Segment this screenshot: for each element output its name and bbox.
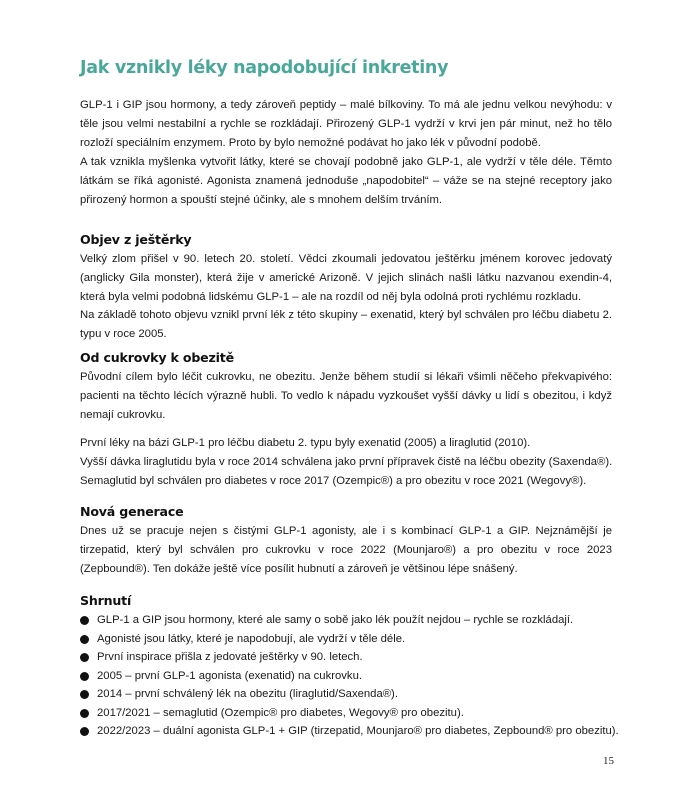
summary-heading: Shrnutí bbox=[80, 593, 132, 608]
section-summary bbox=[80, 592, 619, 741]
section-drug-history bbox=[80, 434, 612, 490]
list-item: 2017/2021 – semaglutid (Ozempic® pro diabetes, Wegovy® pro obezitu). bbox=[80, 704, 612, 723]
list-item: GLP-1 a GIP jsou hormony, které ale samy o sobě jako lék použít nejdou – rychle se rozkládají. bbox=[80, 611, 612, 630]
section-paragraph: Velký zlom přišel v 90. letech 20. století. Vědci zkoumali jedovatou ještěrku jménem korovec jedovatý (anglicky Gila monster), která žije v americké Arizoně. V jejich slinách našli látku nazvanou exendin-4, která byla velmi podobná lidskému GLP-1 – ale na rozdíl od něj byla odolná proti rychlému rozkladu. bbox=[80, 253, 612, 303]
bullet-icon bbox=[80, 690, 89, 699]
bullet-icon bbox=[80, 635, 89, 644]
summary-list bbox=[80, 611, 619, 741]
list-item: 2014 – první schválený lék na obezitu (liraglutid/Saxenda®). bbox=[80, 685, 612, 704]
list-item: 2005 – první GLP-1 agonista (exenatid) na cukrovku. bbox=[80, 667, 612, 686]
section-heading: Nová generace bbox=[80, 504, 184, 519]
bullet-icon bbox=[80, 672, 89, 681]
intro-text-2: A tak vznikla myšlenka vytvořit látky, které se chovají podobně jako GLP-1, ale vydrží v těle déle. Těmto látkám se říká agonisté. Agonista znamená jednoduše „napodobitel“ – váže se na stejné receptory jako přirozený hormon a spouští stejné účinky, ale s mnohem delším trváním. bbox=[80, 156, 612, 206]
section-lizard-discovery bbox=[80, 231, 612, 344]
section-paragraph: Dnes už se pracuje nejen s čistými GLP-1 agonisty, ale i s kombinací GLP-1 a GIP. Nejznámější je tirzepatid, který byl schválen pro cukrovku v roce 2022 (Mounjaro®) a pro obezitu v roce 2023 (Zepbound®). Ten dokáže ještě více posílit hubnutí a zároveň je většinou lépe snášený. bbox=[80, 525, 612, 575]
list-item: 2022/2023 – duální agonista GLP-1 + GIP (tirzepatid, Mounjaro® pro diabetes, Zepbound® pro obezitu). bbox=[80, 722, 612, 741]
section-new-generation bbox=[80, 503, 612, 578]
section-paragraph: První léky na bázi GLP-1 pro léčbu diabetu 2. typu byly exenatid (2005) a liraglutid (2010). bbox=[80, 437, 531, 449]
bullet-icon bbox=[80, 616, 89, 625]
intro-text-1: GLP-1 i GIP jsou hormony, a tedy zároveň peptidy – malé bílkoviny. To má ale jednu velkou nevýhodu: v těle jsou velmi nestabilní a rychle se rozkládají. Přirozený GLP-1 vydrží v krvi jen pár minut, než ho tělo rozloží speciálním enzymem. Proto by bylo nemožné podávat ho jako lék v původní podobě. bbox=[80, 99, 612, 149]
intro-paragraph-1 bbox=[80, 96, 612, 152]
intro-paragraph-2 bbox=[80, 153, 612, 209]
section-paragraph: Vyšší dávka liraglutidu byla v roce 2014 schválena jako první přípravek čistě na léčbu obezity (Saxenda®). bbox=[80, 455, 613, 468]
page-number: 15 bbox=[603, 755, 614, 767]
section-heading: Objev z ještěrky bbox=[80, 232, 192, 247]
section-paragraph: Původní cílem bylo léčit cukrovku, ne obezitu. Jenže během studií si lékaři všimli něčeho překvapivého: pacienti na těchto lécích výrazně hubli. To vedlo k nápadu vyzkoušet vyšší dávky u lidí s obezitou, i když nemají cukrovku. bbox=[80, 371, 612, 421]
page-title: Jak vznikly léky napodobující inkretiny bbox=[80, 58, 449, 78]
section-paragraph: Semaglutid byl schválen pro diabetes v roce 2017 (Ozempic®) a pro obezitu v roce 2021 (Wegovy®). bbox=[80, 474, 587, 487]
section-heading: Od cukrovky k obezitě bbox=[80, 350, 234, 365]
section-diabetes-to-obesity bbox=[80, 349, 612, 424]
bullet-icon bbox=[80, 727, 89, 736]
bullet-icon bbox=[80, 653, 89, 662]
list-item: Agonisté jsou látky, které je napodobují, ale vydrží v těle déle. bbox=[80, 630, 612, 649]
list-item: První inspirace přišla z jedovaté ještěrky v 90. letech. bbox=[80, 648, 612, 667]
section-paragraph: Na základě tohoto objevu vznikl první lék z této skupiny – exenatid, který byl schválen pro léčbu diabetu 2. typu v roce 2005. bbox=[80, 309, 612, 341]
bullet-icon bbox=[80, 709, 89, 718]
